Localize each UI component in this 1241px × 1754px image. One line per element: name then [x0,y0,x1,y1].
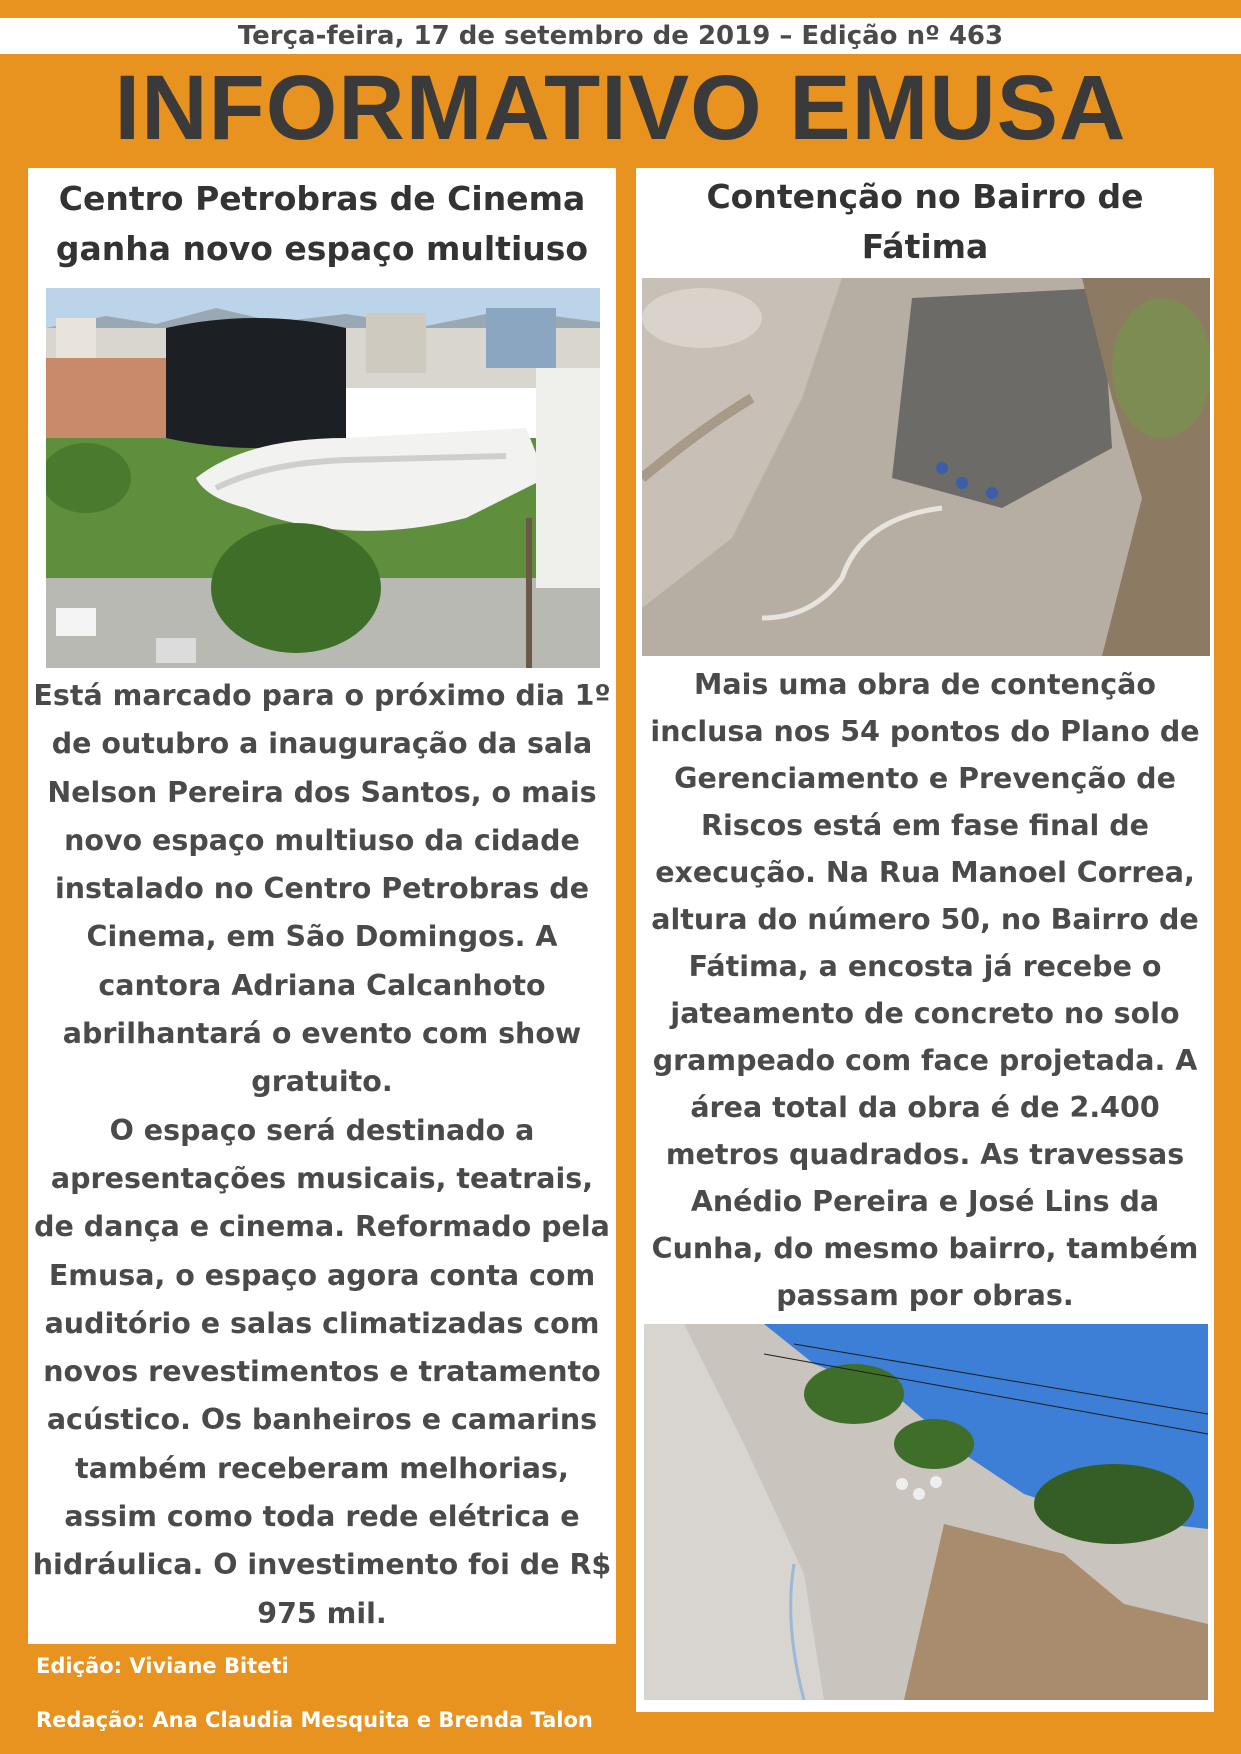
headline-line: ganha novo espaço multiuso [55,229,589,268]
paragraph: O espaço será destinado a apresentações musicais, teatrais, de dança e cinema. Reformado pela Emusa, o espaço agora conta com auditório e salas climatizadas com novos revestimentos e tratamento acústico. Os banheiros e camarins também receberam melhorias, assim como toda rede elétrica e hidráulica. O investimento foi de R$ 975 mil. [32,1113,612,1630]
article-cinema [28,168,616,1644]
slope-shotcrete-photo [642,278,1210,656]
headline-line: Centro Petrobras de Cinema [58,179,586,218]
cinema-building-photo [46,288,600,668]
credit-redacao: Redação: Ana Claudia Mesquita e Brenda Talon [36,1708,593,1732]
credit-edicao: Edição: Viviane Biteti [36,1654,289,1678]
article-contencao-body [640,661,1210,1319]
paragraph: Mais uma obra de contenção inclusa nos 54 pontos do Plano de Gerenciamento e Prevenção de Riscos está em fase final de execução. Na Rua Manoel Correa, altura do número 50, no Bairro de Fátima, a encosta já recebe o jateamento de concreto no solo grampeado com face projetada. A área total da obra é de 2.400 metros quadrados. As travessas Anédio Pereira e José Lins da Cunha, do mesmo bairro, também passam por obras. [650,668,1200,1312]
newsletter-title: INFORMATIVO EMUSA [114,57,1127,159]
slope-workers-photo [644,1324,1208,1700]
headline-line: Contenção no Bairro de Fátima [706,177,1144,266]
article-cinema-headline [38,174,606,274]
article-cinema-body [32,672,612,1638]
paragraph: Está marcado para o próximo dia 1º de outubro a inauguração da sala Nelson Pereira dos Santos, o mais novo espaço multiuso da cidade instalado no Centro Petrobras de Cinema, em São Domingos. A cantora Adriana Calcanhoto abrilhantará o evento com show gratuito. [33,679,611,1099]
article-contencao [636,168,1214,1712]
edition-date-line: Terça-feira, 17 de setembro de 2019 – Edição nº 463 [0,18,1241,54]
